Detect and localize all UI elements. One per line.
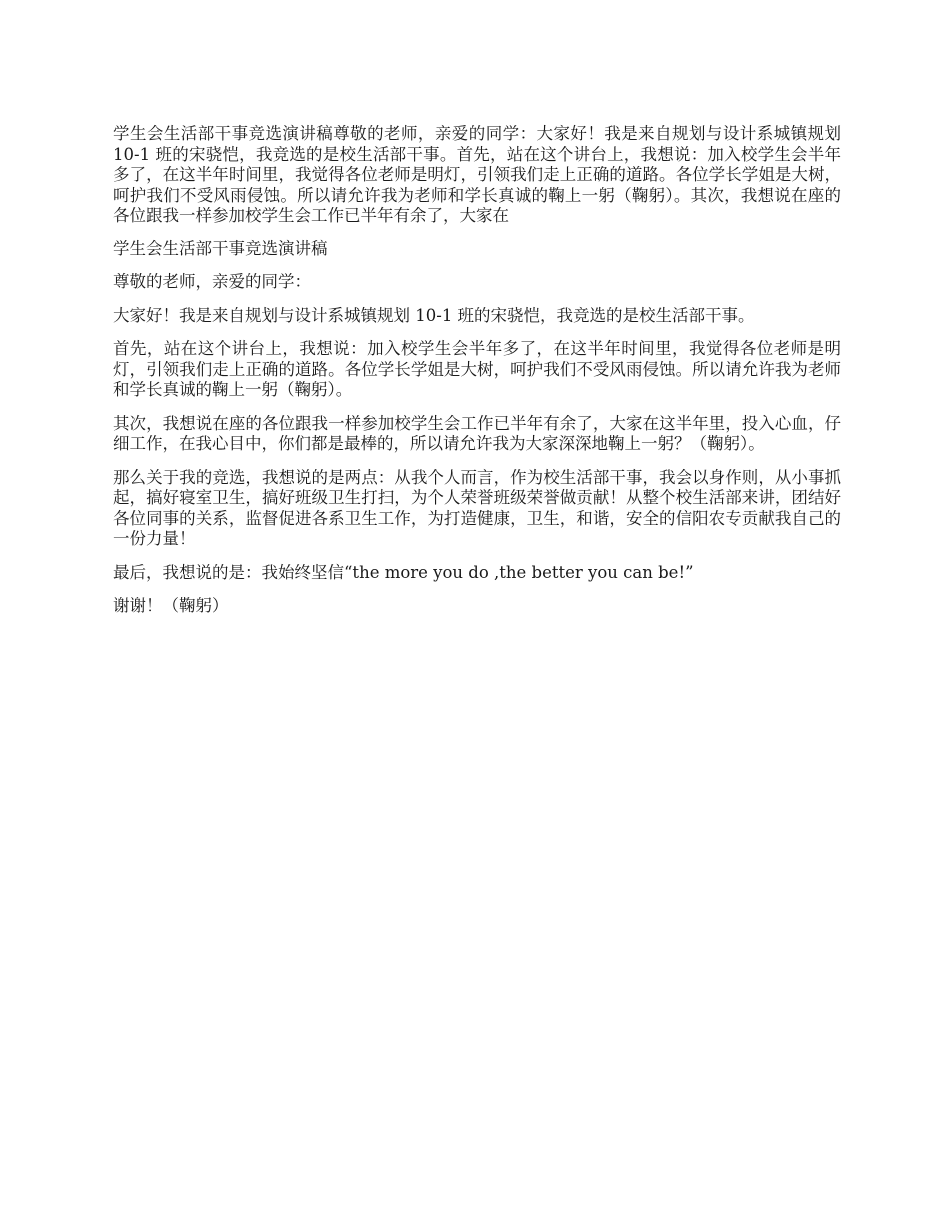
paragraph-intro: 大家好！我是来自规划与设计系城镇规划 10-1 班的宋骁恺，我竞选的是校生活部干事。 — [113, 305, 755, 325]
paragraph-campaign: 那么关于我的竞选，我想说的是两点：从我个人而言，作为校生活部干事，我会以身作则，从小事抓起，搞好寝室卫生，搞好班级卫生打扫，为个人荣誉班级荣誉做贡献！从整个校生活部来讲，团结好各位同事的关系，监督促进各系卫生工作，为打造健康，卫生，和谐，安全的信阳农专贡献我自己的一份力量！ — [113, 467, 841, 548]
paragraph-thanks: 谢谢！（鞠躬） — [113, 596, 229, 615]
document-page — [113, 124, 841, 630]
document-title: 学生会生活部干事竞选演讲稿 — [113, 238, 328, 258]
paragraph-second: 其次，我想说在座的各位跟我一样参加校学生会工作已半年有余了，大家在这半年里，投入心血，仔细工作，在我心目中，你们都是最棒的，所以请允许我为大家深深地鞠上一躬？（鞠躬）。 — [113, 413, 841, 453]
greeting: 尊敬的老师，亲爱的同学： — [113, 272, 311, 291]
paragraph-final: 最后，我想说的是：我始终坚信“the more you do ,the better you can be!” — [113, 562, 694, 582]
document-summary: 学生会生活部干事竞选演讲稿尊敬的老师，亲爱的同学：大家好！我是来自规划与设计系城镇规划 10-1 班的宋骁恺，我竞选的是校生活部干事。首先，站在这个讲台上，我想说：加入校学生会半年多了，在这半年时间里，我觉得各位老师是明灯，引领我们走上正确的道路。各位学长学姐是大树，呵护我们不受风雨侵蚀。所以请允许我为老师和学长真诚的鞠上一躬（鞠躬）。其次，我想说在座的各位跟我一样参加校学生会工作已半年有余了，大家在 — [113, 124, 841, 225]
paragraph-first: 首先，站在这个讲台上，我想说：加入校学生会半年多了，在这半年时间里，我觉得各位老师是明灯，引领我们走上正确的道路。各位学长学姐是大树，呵护我们不受风雨侵蚀。所以请允许我为老师和学长真诚的鞠上一躬（鞠躬）。 — [113, 339, 841, 399]
